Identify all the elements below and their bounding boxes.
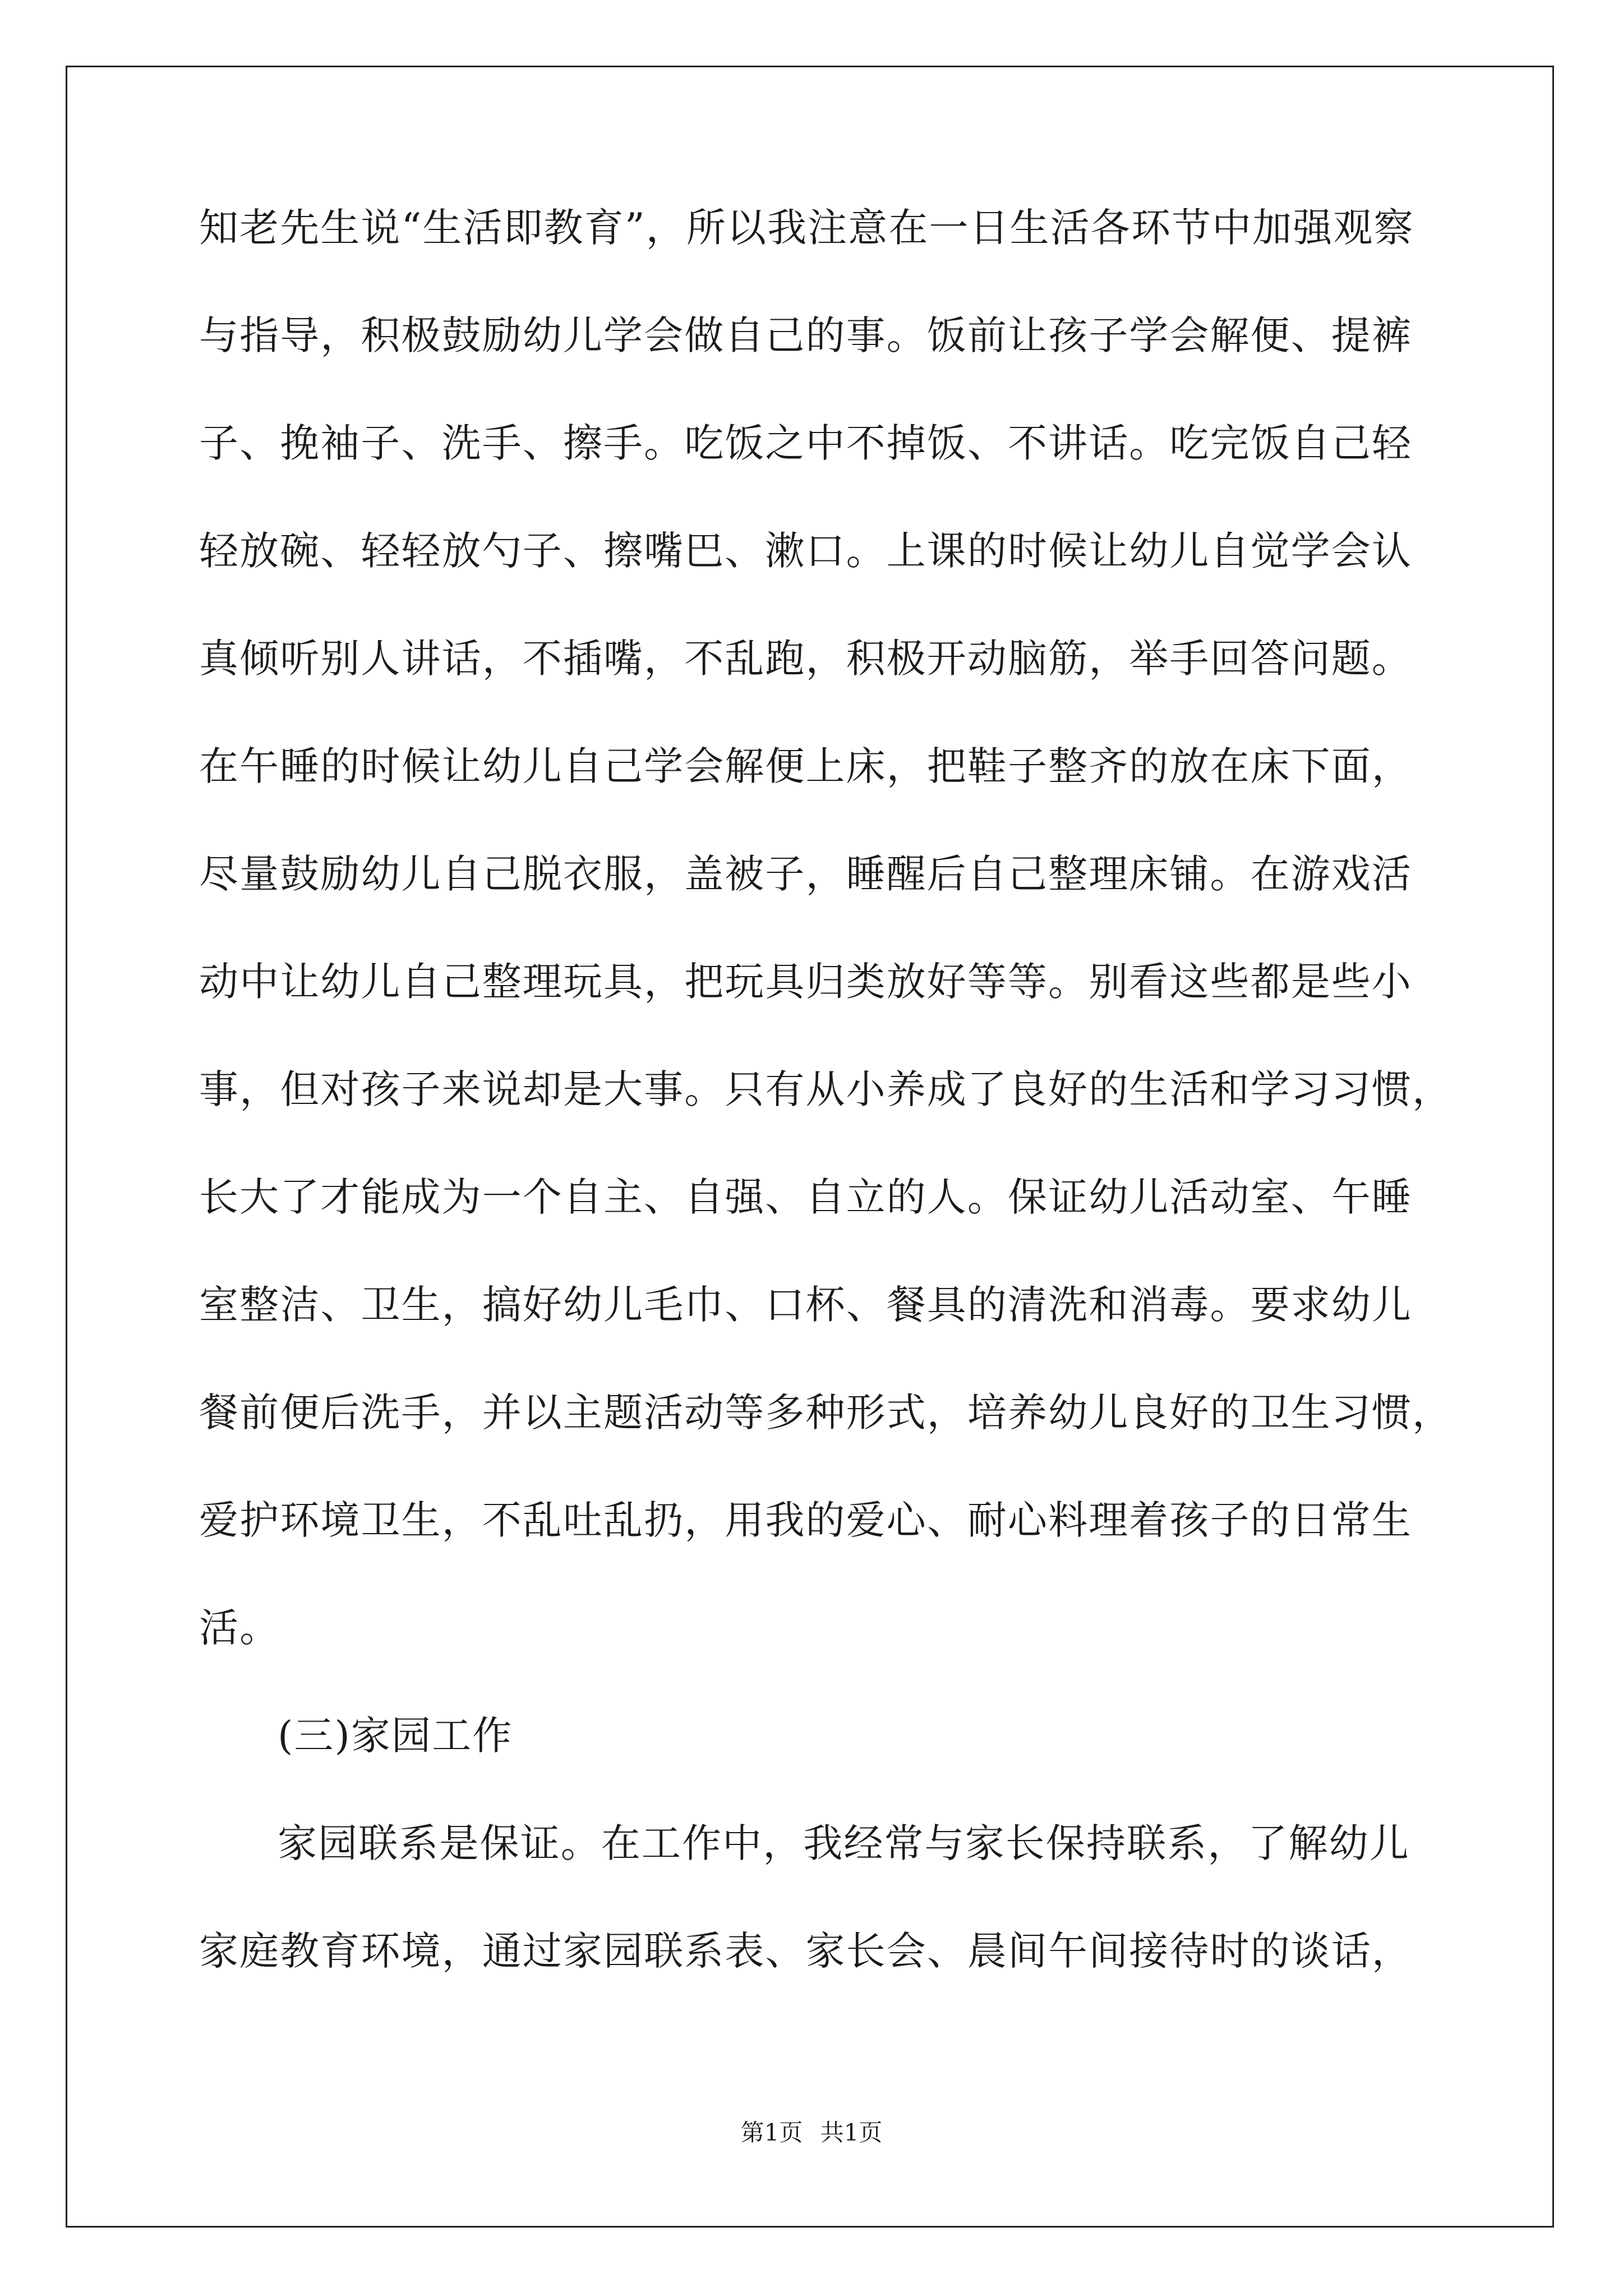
text-line: 家庭教育环境，通过家园联系表、家长会、晨间午间接待时的谈话， <box>199 1928 1412 1974</box>
text-line: 真倾听别人讲话，不插嘴，不乱跑，积极开动脑筋，举手回答问题。 <box>199 636 1412 682</box>
text-line: 在午睡的时候让幼儿自己学会解便上床，把鞋子整齐的放在床下面， <box>199 743 1412 789</box>
text-line: 爱护环境卫生，不乱吐乱扔，用我的爱心、耐心料理着孩子的日常生 <box>199 1497 1412 1543</box>
text-line: 事，但对孩子来说却是大事。只有从小养成了良好的生活和学习习惯， <box>199 1066 1453 1112</box>
section-heading: (三)家园工作 <box>278 1713 513 1759</box>
text-line: 子、挽袖子、洗手、擦手。吃饭之中不掉饭、不讲话。吃完饭自己轻 <box>199 420 1412 466</box>
page-border <box>66 66 1554 2228</box>
text-line: 长大了才能成为一个自主、自强、自立的人。保证幼儿活动室、午睡 <box>199 1174 1412 1220</box>
text-line: 与指导，积极鼓励幼儿学会做自己的事。饭前让孩子学会解便、提裤 <box>199 312 1412 358</box>
text-line: 家园联系是保证。在工作中，我经常与家长保持联系，了解幼儿 <box>278 1820 1410 1866</box>
text-line: 室整洁、卫生，搞好幼儿毛巾、口杯、餐具的清洗和消毒。要求幼儿 <box>199 1282 1412 1328</box>
page-number-footer: 第1页 共1页 <box>740 2119 883 2146</box>
text-line: 轻放碗、轻轻放勺子、擦嘴巴、漱口。上课的时候让幼儿自觉学会认 <box>199 528 1412 574</box>
text-line: 活。 <box>199 1605 280 1651</box>
text-line: 尽量鼓励幼儿自己脱衣服，盖被子，睡醒后自己整理床铺。在游戏活 <box>199 851 1412 897</box>
text-line: 餐前便后洗手，并以主题活动等多种形式，培养幼儿良好的卫生习惯， <box>199 1389 1453 1435</box>
text-line: 知老先生说“生活即教育”，所以我注意在一日生活各环节中加强观察 <box>199 205 1414 251</box>
text-line: 动中让幼儿自己整理玩具，把玩具归类放好等等。别看这些都是些小 <box>199 959 1412 1005</box>
